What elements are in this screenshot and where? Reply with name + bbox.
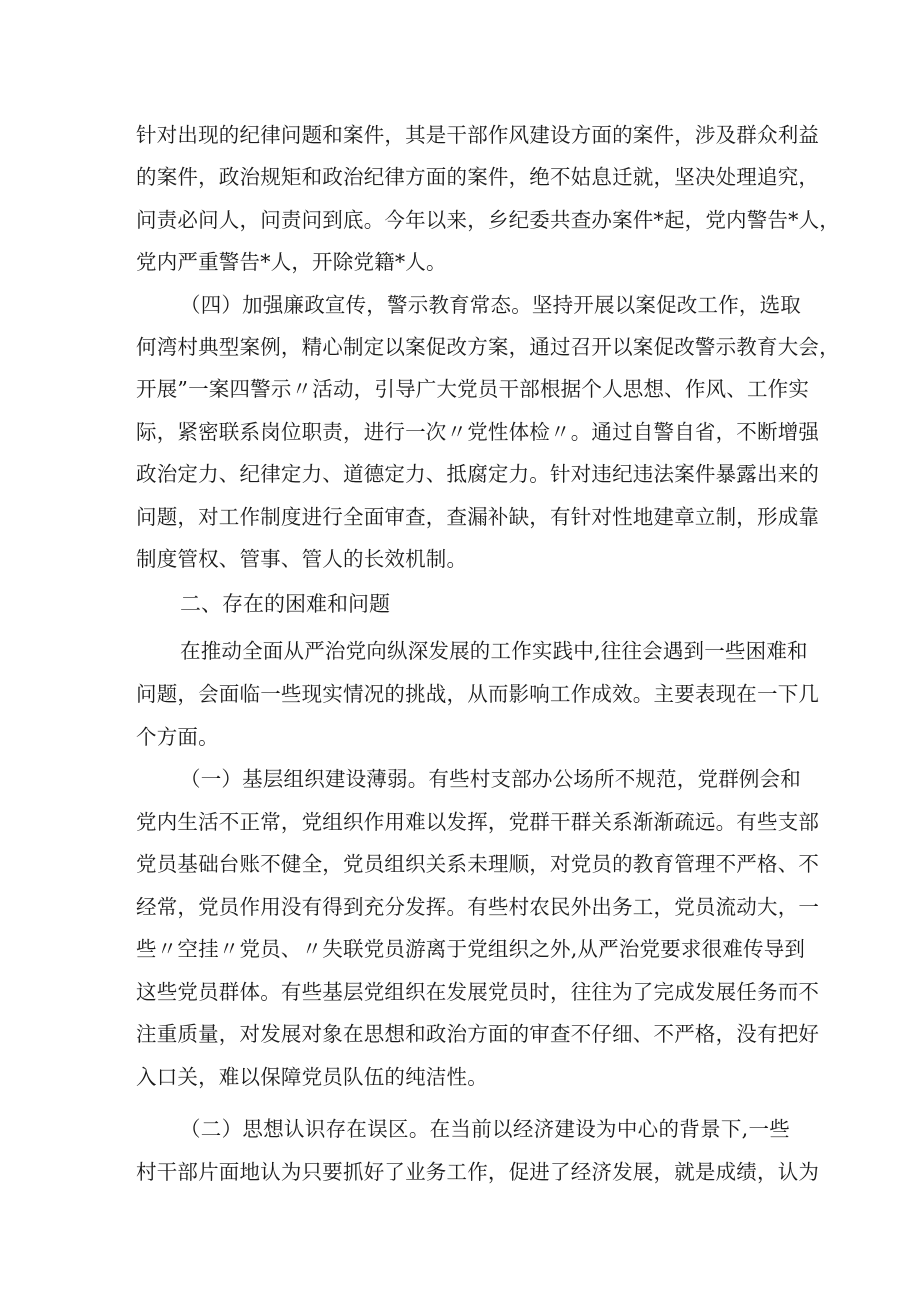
text-line: 些〃空挂〃党员、〃失联党员游离于党组织之外,从严治党要求很难传导到 (136, 937, 806, 961)
text-line: 针对出现的纪律问题和案件，其是干部作风建设方面的案件，涉及群众利益 (136, 123, 820, 147)
text-line: 党内严重警告*人，开除党籍*人。 (136, 250, 447, 274)
text-line: 制度管权、管事、管人的长效机制。 (136, 547, 468, 571)
text-line: 问责必问人，问责问到底。今年以来，乡纪委共查办案件*起，党内警告*人， (136, 208, 840, 232)
text-line: 村干部片面地认为只要抓好了业务工作，促进了经济发展，就是成绩，认为 (136, 1160, 820, 1184)
text-line: 经常，党员作用没有得到充分发挥。有些村农民外出务工，党员流动大，一 (136, 895, 820, 919)
text-line: 个方面。 (136, 725, 219, 749)
text-line: 开展”一案四警示〃活动，引导广大党员干部根据个人思想、作风、工作实 (136, 377, 810, 401)
text-line: 政治定力、纪律定力、道德定力、抵腐定力。针对违纪违法案件暴露出来的 (136, 462, 820, 486)
text-line: 这些党员群体。有些基层党组织在发展党员时，往往为了完成发展任务而不 (136, 980, 820, 1004)
text-line: （二）思想认识存在误区。在当前以经济建设为中心的背景下,一些 (180, 1117, 790, 1141)
text-line: 入口关，难以保障党员队伍的纯洁性。 (136, 1065, 488, 1089)
text-line: 注重质量，对发展对象在思想和政治方面的审查不仔细、不严格，没有把好 (136, 1022, 820, 1046)
text-line: （四）加强廉政宣传，警示教育常态。坚持开展以案促改工作，选取 (180, 293, 801, 317)
text-line: 在推动全面从严治党向纵深发展的工作实践中,往往会遇到一些困难和 (180, 639, 808, 663)
text-line: 问题，会面临一些现实情况的挑战，从而影响工作成效。主要表现在一下几 (136, 682, 820, 706)
text-line: （一）基层组织建设薄弱。有些村支部办公场所不规范，党群例会和 (180, 767, 801, 791)
text-line: 党员基础台账不健全，党员组织关系未理顺，对党员的教育管理不严格、不 (136, 852, 820, 876)
text-line: 何湾村典型案例，精心制定以案促改方案，通过召开以案促改警示教育大会， (136, 335, 840, 359)
section-heading: 二、存在的困难和问题 (180, 592, 390, 616)
text-line: 的案件，政治规矩和政治纪律方面的案件，绝不姑息迁就，坚决处理追究， (136, 165, 820, 189)
text-line: 党内生活不正常，党组织作用难以发挥，党群干群关系渐渐疏远。有些支部 (136, 810, 820, 834)
text-line: 问题，对工作制度进行全面审查，查漏补缺，有针对性地建章立制，形成靠 (136, 505, 820, 529)
text-line: 际，紧密联系岗位职责，进行一次〃党性体检〃。通过自警自省，不断增强 (136, 420, 820, 444)
